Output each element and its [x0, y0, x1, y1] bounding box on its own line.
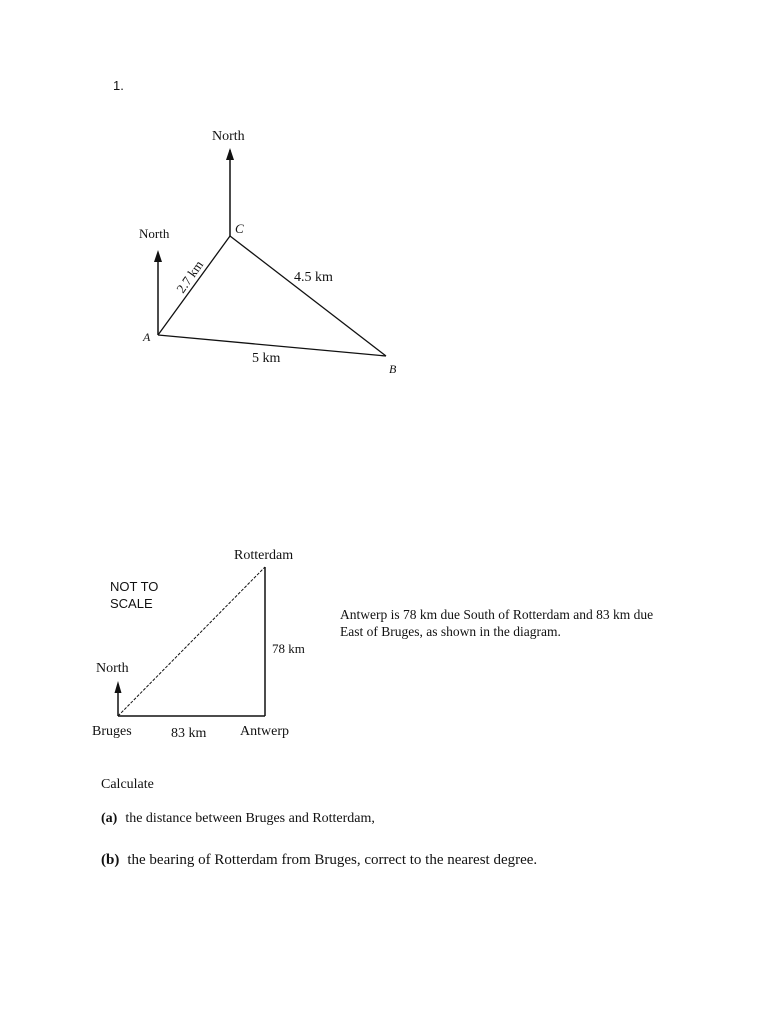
rotterdam-label: Rotterdam	[234, 548, 294, 563]
part-b	[101, 852, 537, 869]
part-a-text: the distance between Bruges and Rotterdam,	[125, 811, 375, 826]
part-b-label: (b)	[101, 852, 120, 868]
length-78-label: 78 km	[272, 641, 305, 656]
north-label-left: North	[139, 226, 170, 241]
part-b-text: the bearing of Rotterdam from Bruges, correct to the nearest degree.	[127, 852, 538, 868]
side-cb	[230, 236, 386, 356]
point-c-label: C	[235, 221, 244, 236]
description-line1: Antwerp is 78 km due South of Rotterdam and 83 km due	[340, 607, 654, 622]
point-a-label: A	[143, 330, 151, 344]
north-arrow-bruges-icon	[115, 681, 122, 693]
antwerp-label: Antwerp	[240, 724, 289, 739]
calculate-heading: Calculate	[101, 777, 154, 792]
point-b-label: B	[389, 362, 397, 376]
diagram-bruges-rotterdam	[92, 548, 305, 741]
length-83-label: 83 km	[171, 726, 207, 741]
description-line2: East of Bruges, as shown in the diagram.	[340, 624, 561, 639]
part-a-label: (a)	[101, 811, 118, 826]
length-cb-label: 4.5 km	[294, 270, 333, 285]
north-label-top: North	[212, 129, 245, 144]
not-to-scale-line1: NOT TO	[110, 579, 159, 594]
diagram-abc	[139, 129, 397, 376]
question-number: 1.	[113, 78, 124, 93]
not-to-scale-line2: SCALE	[110, 596, 153, 611]
north-label-bruges: North	[96, 661, 129, 676]
length-ab-label: 5 km	[252, 351, 281, 366]
side-ac	[158, 236, 230, 335]
problem-description	[340, 606, 653, 640]
part-a	[101, 811, 375, 827]
bruges-label: Bruges	[92, 724, 132, 739]
north-arrow-a-icon	[154, 250, 162, 262]
north-arrow-c-icon	[226, 148, 234, 160]
length-ac-label: 2.7 km	[173, 257, 207, 296]
